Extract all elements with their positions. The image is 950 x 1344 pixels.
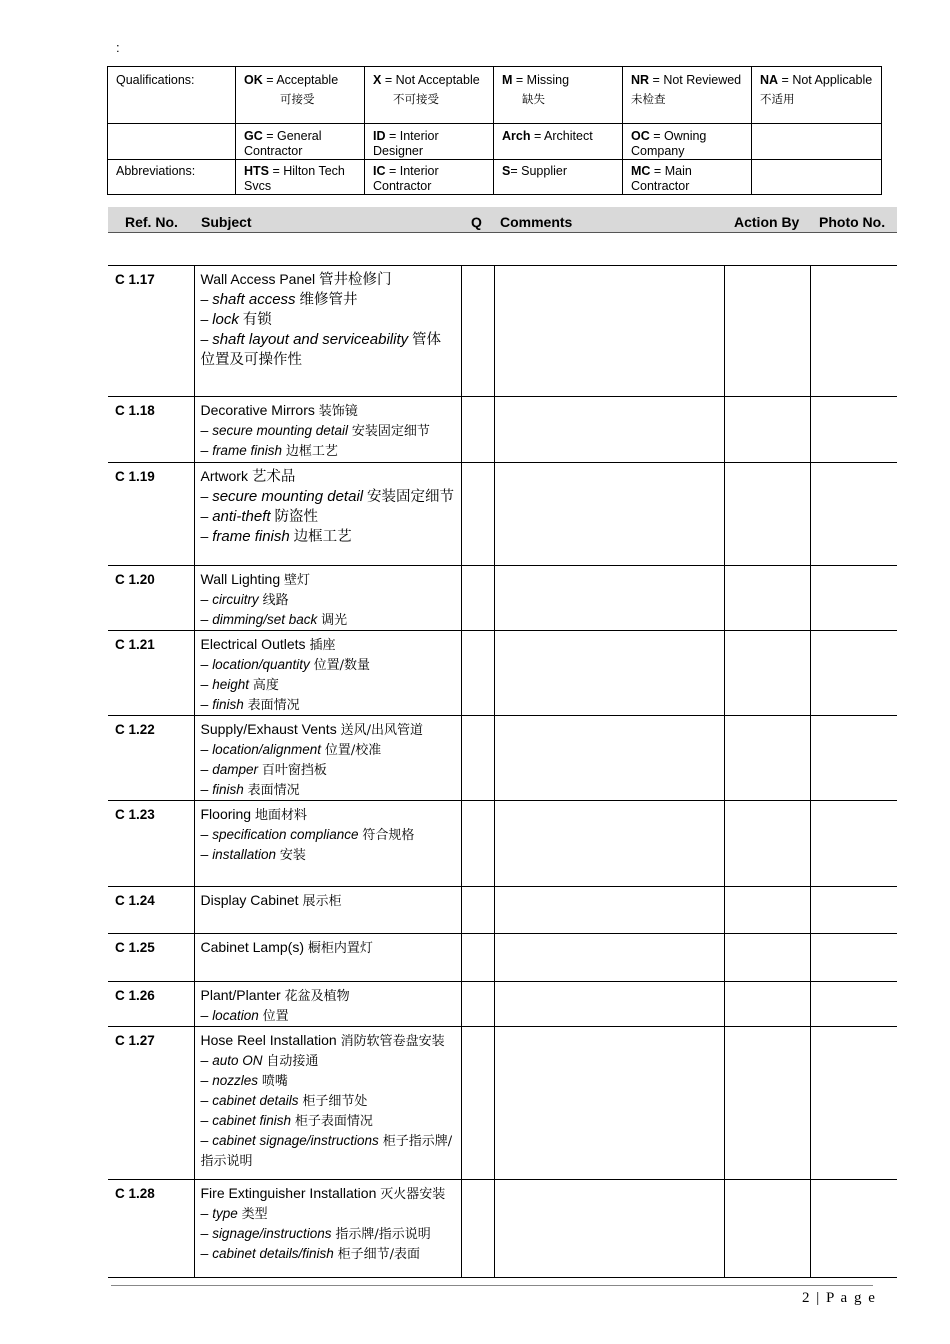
subject-title-en: Cabinet Lamp(s) — [200, 939, 304, 955]
subitem-zh: 百叶窗挡板 — [261, 763, 327, 778]
subitem-zh: 位置 — [262, 1009, 289, 1024]
subject-subitem: – frame finish 边框工艺 — [200, 528, 352, 545]
subitem-zh: 指示牌/指示说明 — [335, 1227, 431, 1242]
photo-no-cell[interactable] — [810, 397, 897, 463]
table-row — [108, 1180, 897, 1278]
subitem-zh: 符合规格 — [362, 828, 415, 843]
footer-rule — [111, 1285, 873, 1286]
legend-cell: S= Supplier — [494, 160, 623, 195]
subitem-en: finish — [212, 782, 244, 797]
table-row — [108, 463, 897, 566]
subject-title-en: Wall Access Panel — [200, 271, 316, 287]
legend-cell: Arch = Architect — [494, 124, 623, 160]
subject-title-zh: 艺术品 — [251, 469, 296, 485]
subject-title-zh: 展示柜 — [302, 894, 342, 909]
legend-cell: GC = General Contractor — [236, 124, 365, 160]
subject-title — [201, 805, 455, 825]
subitem-zh: 类型 — [241, 1207, 268, 1222]
subject-cell — [194, 631, 461, 716]
subject-subitem: – shaft layout and serviceability 管体位置及可操作性 — [200, 331, 442, 368]
subitem-zh: 柜子表面情况 — [294, 1114, 373, 1129]
table-row — [108, 266, 897, 397]
photo-no-cell[interactable] — [810, 934, 897, 982]
subitem-en: location/alignment — [212, 742, 322, 757]
subject-subitem: – installation 安装 — [200, 846, 306, 863]
subject-cell — [194, 716, 461, 801]
table-row — [108, 566, 897, 631]
subject-title — [201, 570, 455, 590]
ref-no: C 1.27 — [108, 1027, 194, 1180]
photo-no-cell[interactable] — [810, 266, 897, 397]
table-row — [108, 716, 897, 801]
ref-no: C 1.18 — [108, 397, 194, 463]
subitem-zh: 边框工艺 — [293, 529, 352, 545]
subject-title-zh: 壁灯 — [284, 573, 311, 588]
subitem-zh: 调光 — [321, 613, 348, 628]
subject-title-en: Supply/Exhaust Vents — [200, 721, 337, 737]
subitem-en: lock — [212, 311, 239, 328]
comments-cell[interactable] — [494, 887, 724, 934]
subitem-en: nozzles — [212, 1073, 258, 1088]
legend-qual-label: Qualifications: — [108, 67, 236, 124]
action-by-cell[interactable] — [724, 934, 810, 982]
subject-subitem: – location/quantity 位置/数量 — [200, 656, 371, 673]
ref-no: C 1.19 — [108, 463, 194, 566]
subitem-zh: 位置/校准 — [324, 743, 382, 758]
comments-cell[interactable] — [494, 934, 724, 982]
subject-title-zh: 送风/出风管道 — [340, 723, 423, 738]
subject-title-en: Fire Extinguisher Installation — [200, 1185, 377, 1201]
ref-no: C 1.17 — [108, 266, 194, 397]
subject-title — [201, 1184, 455, 1204]
table-row — [108, 801, 897, 887]
legend-empty-cell — [108, 124, 236, 160]
legend-table — [107, 66, 882, 195]
subitem-en: shaft layout and serviceability — [212, 331, 409, 348]
subitem-zh: 喷嘴 — [261, 1074, 288, 1089]
subitem-zh: 安装固定细节 — [351, 424, 430, 439]
subject-title — [201, 986, 455, 1006]
action-by-cell[interactable] — [724, 1180, 810, 1278]
subject-title — [201, 938, 455, 958]
table-row — [108, 397, 897, 463]
ref-no: C 1.26 — [108, 982, 194, 1027]
action-by-cell[interactable] — [724, 887, 810, 934]
subject-subitem: – cabinet signage/instructions 柜子指示牌/指示说明 — [200, 1132, 453, 1169]
legend-cell: ID = Interior Designer — [365, 124, 494, 160]
subitem-en: secure mounting detail — [212, 488, 364, 505]
subject-title — [201, 635, 455, 655]
comments-cell[interactable] — [494, 982, 724, 1027]
photo-no-cell[interactable] — [810, 631, 897, 716]
legend-cell: OC = Owning Company — [623, 124, 752, 160]
subitem-en: type — [212, 1206, 238, 1221]
q-cell[interactable] — [461, 463, 494, 566]
subject-subitem: – dimming/set back 调光 — [200, 611, 348, 628]
subitem-en: secure mounting detail — [212, 423, 349, 438]
comments-cell[interactable] — [494, 631, 724, 716]
subject-title-en: Electrical Outlets — [200, 636, 306, 652]
subject-cell — [194, 266, 461, 397]
subitem-en: damper — [212, 762, 258, 777]
action-by-cell[interactable] — [724, 266, 810, 397]
q-cell[interactable] — [461, 566, 494, 631]
subject-title-en: Wall Lighting — [200, 571, 281, 587]
subject-cell — [194, 463, 461, 566]
subitem-zh: 管体位置及可操作性 — [200, 332, 442, 368]
photo-no-cell[interactable] — [810, 887, 897, 934]
action-by-cell[interactable] — [724, 566, 810, 631]
action-by-cell[interactable] — [724, 397, 810, 463]
q-cell[interactable] — [461, 716, 494, 801]
subject-subitem: – finish 表面情况 — [200, 781, 300, 798]
page-number: 2 | P a g e — [802, 1290, 877, 1306]
ref-no: C 1.21 — [108, 631, 194, 716]
subject-title-en: Display Cabinet — [200, 892, 299, 908]
subject-subitem: – cabinet finish 柜子表面情况 — [200, 1112, 373, 1129]
photo-no-cell[interactable] — [810, 801, 897, 887]
subject-subitem: – auto ON 自动接通 — [200, 1052, 319, 1069]
subitem-zh: 安装 — [279, 848, 306, 863]
subitem-en: finish — [212, 697, 244, 712]
subject-subitem: – signage/instructions 指示牌/指示说明 — [200, 1225, 431, 1242]
subject-subitem: – location/alignment 位置/校准 — [200, 741, 382, 758]
q-cell[interactable] — [461, 887, 494, 934]
subject-title-en: Hose Reel Installation — [200, 1032, 337, 1048]
subitem-en: dimming/set back — [212, 612, 318, 627]
subject-subitem: – height 高度 — [200, 676, 279, 693]
subitem-en: cabinet finish — [212, 1113, 291, 1128]
comments-cell[interactable] — [494, 266, 724, 397]
subject-subitem: – secure mounting detail 安装固定细节 — [200, 488, 455, 505]
subject-title-en: Artwork — [200, 468, 248, 484]
subitem-zh: 边框工艺 — [285, 444, 338, 459]
action-by-cell[interactable] — [724, 801, 810, 887]
subitem-en: signage/instructions — [212, 1226, 332, 1241]
table-row — [108, 934, 897, 982]
subitem-zh: 线路 — [262, 593, 289, 608]
subject-title-zh: 管井检修门 — [319, 272, 392, 288]
q-cell[interactable] — [461, 934, 494, 982]
subject-subitem: – anti-theft 防盗性 — [200, 508, 318, 525]
col-q: Q — [471, 214, 482, 230]
legend-empty-cell — [752, 124, 882, 160]
subitem-zh: 自动接通 — [266, 1054, 319, 1069]
ref-no: C 1.28 — [108, 1180, 194, 1278]
ref-no: C 1.25 — [108, 934, 194, 982]
subitem-zh: 防盗性 — [274, 509, 318, 525]
column-header-bar — [108, 207, 897, 233]
top-mark: : — [116, 40, 120, 55]
subitem-zh: 维修管井 — [299, 292, 358, 308]
subject-subitem: – cabinet details 柜子细节处 — [200, 1092, 368, 1109]
table-row — [108, 982, 897, 1027]
subject-cell — [194, 934, 461, 982]
subject-subitem: – finish 表面情况 — [200, 696, 300, 713]
legend-cell: M = Missing 缺失 — [494, 67, 623, 124]
comments-cell[interactable] — [494, 1180, 724, 1278]
subitem-zh: 有锁 — [242, 312, 272, 328]
subject-subitem: – lock 有锁 — [200, 311, 272, 328]
subitem-en: location/quantity — [212, 657, 310, 672]
subitem-en: cabinet details — [212, 1093, 299, 1108]
q-cell[interactable] — [461, 1180, 494, 1278]
photo-no-cell[interactable] — [810, 1027, 897, 1180]
legend-empty-cell — [752, 160, 882, 195]
subitem-en: auto ON — [212, 1053, 263, 1068]
q-cell[interactable] — [461, 982, 494, 1027]
subitem-en: specification compliance — [212, 827, 359, 842]
subject-title-zh: 地面材料 — [254, 808, 307, 823]
subject-title — [201, 720, 455, 740]
col-comments: Comments — [500, 214, 573, 230]
subject-title-zh: 花盆及植物 — [284, 989, 350, 1004]
subject-subitem: – nozzles 喷嘴 — [200, 1072, 288, 1089]
subitem-en: frame finish — [212, 443, 282, 458]
table-row — [108, 887, 897, 934]
action-by-cell[interactable] — [724, 463, 810, 566]
action-by-cell[interactable] — [724, 716, 810, 801]
q-cell[interactable] — [461, 397, 494, 463]
subject-subitem: – location 位置 — [200, 1007, 289, 1024]
subitem-zh: 柜子细节处 — [302, 1094, 368, 1109]
comments-cell[interactable] — [494, 566, 724, 631]
legend-cell: NR = Not Reviewed 未检查 — [623, 67, 752, 124]
subitem-zh: 柜子细节/表面 — [337, 1247, 421, 1262]
subject-cell — [194, 801, 461, 887]
subject-subitem: – type 类型 — [200, 1205, 268, 1222]
q-cell[interactable] — [461, 801, 494, 887]
subject-title — [201, 1031, 455, 1051]
subject-title — [201, 891, 455, 911]
subitem-en: installation — [212, 847, 276, 862]
subject-title-zh: 插座 — [309, 638, 336, 653]
comments-cell[interactable] — [494, 397, 724, 463]
comments-cell[interactable] — [494, 463, 724, 566]
subitem-zh: 柜子指示牌/指示说明 — [200, 1134, 453, 1169]
photo-no-cell[interactable] — [810, 566, 897, 631]
subject-subitem: – damper 百叶窗挡板 — [200, 761, 327, 778]
legend-cell: NA = Not Applicable 不适用 — [752, 67, 882, 124]
subject-title-zh: 消防软管卷盘安装 — [340, 1034, 445, 1049]
subject-subitem: – circuitry 线路 — [200, 591, 289, 608]
action-by-cell[interactable] — [724, 982, 810, 1027]
subject-title-en: Plant/Planter — [200, 987, 281, 1003]
subitem-en: height — [212, 677, 249, 692]
legend-cell: MC = Main Contractor — [623, 160, 752, 195]
subject-title-en: Flooring — [200, 806, 252, 822]
photo-no-cell[interactable] — [810, 463, 897, 566]
legend-cell: X = Not Acceptable 不可接受 — [365, 67, 494, 124]
subject-cell — [194, 397, 461, 463]
legend-cell: OK = Acceptable 可接受 — [236, 67, 365, 124]
ref-no: C 1.23 — [108, 801, 194, 887]
legend-cell: IC = Interior Contractor — [365, 160, 494, 195]
subject-cell — [194, 1027, 461, 1180]
photo-no-cell[interactable] — [810, 716, 897, 801]
subject-title-en: Decorative Mirrors — [200, 402, 315, 418]
subject-subitem: – secure mounting detail 安装固定细节 — [200, 422, 430, 439]
col-photo-no: Photo No. — [819, 214, 886, 230]
comments-cell[interactable] — [494, 1027, 724, 1180]
subject-cell — [194, 982, 461, 1027]
subject-subitem: – cabinet details/finish 柜子细节/表面 — [200, 1245, 421, 1262]
legend-row-qualifications — [108, 67, 882, 124]
action-by-cell[interactable] — [724, 631, 810, 716]
subitem-en: circuitry — [212, 592, 259, 607]
q-cell[interactable] — [461, 631, 494, 716]
subitem-en: location — [212, 1008, 259, 1023]
subject-title-zh: 装饰镜 — [318, 404, 358, 419]
subject-title-zh: 橱柜内置灯 — [307, 941, 373, 956]
subitem-en: shaft access — [212, 291, 296, 308]
action-by-cell[interactable] — [724, 1027, 810, 1180]
subitem-en: anti-theft — [212, 508, 271, 525]
legend-row-abbreviations — [108, 160, 882, 195]
subject-title — [201, 270, 455, 290]
q-cell[interactable] — [461, 1027, 494, 1180]
ref-no: C 1.20 — [108, 566, 194, 631]
col-action-by: Action By — [734, 214, 800, 230]
subject-title — [201, 467, 455, 487]
subject-title-zh: 灭火器安装 — [380, 1187, 446, 1202]
ref-no: C 1.24 — [108, 887, 194, 934]
subitem-zh: 安装固定细节 — [367, 489, 455, 505]
subject-title — [201, 401, 455, 421]
photo-no-cell[interactable] — [810, 982, 897, 1027]
subitem-en: cabinet details/finish — [212, 1246, 334, 1261]
subitem-en: cabinet signage/instructions — [212, 1133, 379, 1148]
comments-cell[interactable] — [494, 801, 724, 887]
legend-cell: HTS = Hilton Tech Svcs — [236, 160, 365, 195]
q-cell[interactable] — [461, 266, 494, 397]
legend-abbr-label: Abbreviations: — [108, 160, 236, 195]
subitem-zh: 表面情况 — [247, 783, 300, 798]
photo-no-cell[interactable] — [810, 1180, 897, 1278]
subject-cell — [194, 887, 461, 934]
subitem-zh: 表面情况 — [247, 698, 300, 713]
subitem-en: frame finish — [212, 528, 290, 545]
subject-subitem: – frame finish 边框工艺 — [200, 442, 338, 459]
col-ref: Ref. No. — [125, 214, 178, 230]
comments-cell[interactable] — [494, 716, 724, 801]
table-row — [108, 1027, 897, 1180]
subitem-zh: 高度 — [252, 678, 279, 693]
inspection-items-table — [108, 265, 897, 1278]
col-subject: Subject — [201, 214, 252, 230]
legend-row-parties — [108, 124, 882, 160]
subject-cell — [194, 566, 461, 631]
subject-cell — [194, 1180, 461, 1278]
subitem-zh: 位置/数量 — [313, 658, 371, 673]
subject-subitem: – specification compliance 符合规格 — [200, 826, 415, 843]
subject-subitem: – shaft access 维修管井 — [200, 291, 358, 308]
table-row — [108, 631, 897, 716]
ref-no: C 1.22 — [108, 716, 194, 801]
